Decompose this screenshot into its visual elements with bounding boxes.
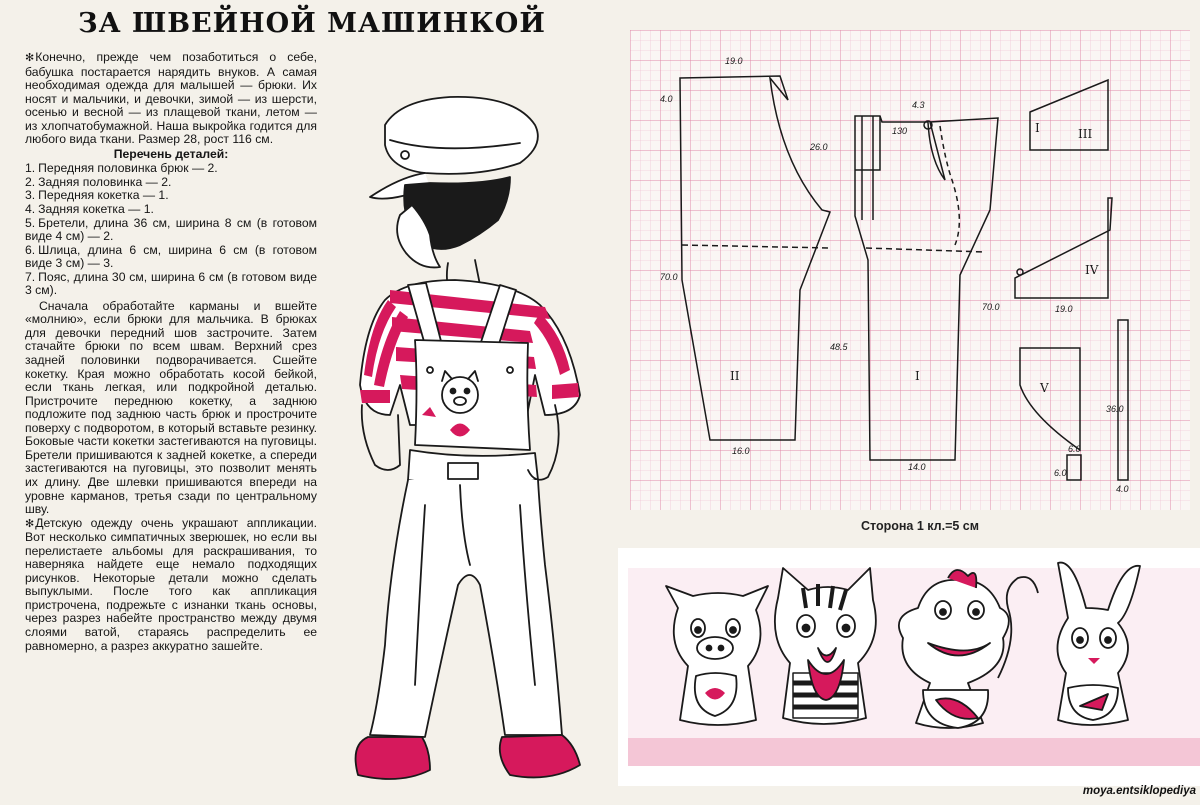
article-text — [25, 51, 317, 653]
dim-back-side: 4.0 — [660, 94, 673, 104]
grid-background — [630, 30, 1190, 510]
dim-back-inseam: 48.5 — [830, 342, 848, 352]
dim-back-rise: 26.0 — [810, 142, 828, 152]
dim-strap-length: 36.0 — [1106, 404, 1124, 414]
parts-header: Перечень деталей: — [113, 146, 229, 161]
dim-front-angle: 130 — [892, 126, 908, 136]
list-item: 7. Пояс, длина 30 см, ширина 6 см (в готовом виде 3 см). — [25, 269, 317, 298]
dim-back-hem: 16.0 — [732, 446, 750, 456]
piece-label-5: V — [1040, 381, 1049, 395]
dim-front-hem: 14.0 — [908, 462, 926, 472]
parts-list — [25, 162, 317, 297]
scale-caption: Сторона 1 кл.=5 см — [860, 519, 980, 533]
watermark: moya.entsiklopediya — [1082, 785, 1196, 797]
list-item: 5. Бретели, длина 36 см, ширина 8 см (в готовом виде 4 см) — 2. — [25, 215, 317, 244]
intro-paragraph: ✻ Конечно, прежде чем позаботиться о себе, бабушка постарается нарядить внуков. А самая необходимая одежда для малышей — брюки. Их носят и мальчики, и девочки, зимой — из шерсти, осенью и весной — из плащевой ткани, летом — из хлопчатобумажной. Наша выкройка годится для любого вида ткани. Размер 28, рост 116 см. — [25, 51, 317, 147]
piece-label-back: II — [730, 369, 740, 383]
cat-applique — [775, 568, 876, 724]
list-item: 3. Передняя кокетка — 1. — [25, 188, 169, 203]
list-item: 2. Задняя половинка — 2. — [25, 174, 172, 189]
piece-label-3-mark: I — [1035, 121, 1040, 135]
piece-label-4: IV — [1085, 263, 1099, 277]
piece-label-3: III — [1078, 127, 1093, 141]
boy-illustration — [330, 85, 630, 800]
list-item: 1. Передняя половинка брюк — 2. — [25, 161, 218, 176]
dim-yoke-width: 19.0 — [1055, 304, 1073, 314]
list-item: 4. Задняя кокетка — 1. — [25, 202, 154, 217]
sewing-pattern — [630, 30, 1190, 510]
instructions-paragraph: Сначала обработайте карманы и вшейте «молнию», если брюки для мальчика. В брюках для девочки передний шов застрочите. Затем стачайте брюки по всем швам. Верхний срез задней половинки подворачивается. Сшейте кокетку. Края можно обработать косой бейкой, если ткань легкая, или подкройной деталью. Пристрочите переднюю кокетку, а заднюю подложите под заднюю часть брюк и прострочите поверху с подворотом, в который вставьте резинку. Боковые части кокетки застегиваются на пуговицы. Бретели пришиваются к задней кокетке, а спереди застегиваются на пуговицы, это позволит менять их длину. Две шлевки пришиваются впереди на уровне карманов, третья сзади по центральному шву. — [25, 298, 317, 517]
dim-fly-width: 6.0 — [1068, 444, 1081, 454]
dim-fly-height: 6.0 — [1054, 468, 1067, 478]
animal-appliques — [618, 548, 1200, 786]
piece-label-front: I — [915, 369, 920, 383]
page-title: ЗА ШВЕЙНОЙ МАШИНКОЙ — [78, 8, 546, 39]
applique-paragraph: ✻ Детскую одежду очень украшают аппликации. Вот несколько симпатичных зверюшек, но если вы перелистаете альбомы для раскрашивания, то наверняка найдете еще немало подходящих рисунков. Некоторые детали можно сделать выпуклыми. После того как аппликация пристрочена, подрежьте с изнанки ткань основы, через разрез набейте пространство между двумя слоями ватой, стараясь распределить ее равномерно, а разрез аккуратно зашейте. — [25, 517, 317, 653]
dim-strap-width: 4.0 — [1116, 484, 1129, 494]
dim-back-length: 70.0 — [660, 272, 678, 282]
dim-front-top: 4.3 — [912, 100, 925, 110]
dim-back-top: 19.0 — [725, 56, 743, 66]
list-item: 6. Шлица, длина 6 см, ширина 6 см (в готовом виде 3 см) — 3. — [25, 242, 317, 271]
dim-front-length: 70.0 — [982, 302, 1000, 312]
